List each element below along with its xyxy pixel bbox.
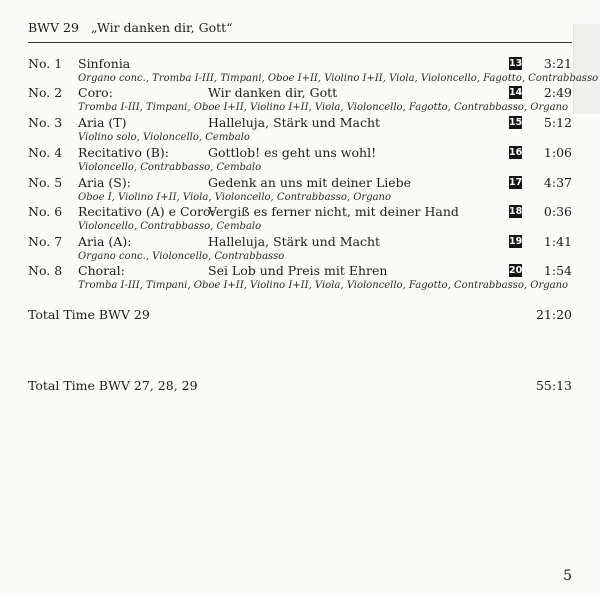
- total-time-bwv29: [28, 307, 572, 322]
- cantata-header: [28, 20, 572, 38]
- movement-title: Wir danken dir, Gott: [208, 85, 338, 100]
- movement-number: No. 4: [28, 145, 63, 160]
- page-number: 5: [563, 568, 572, 584]
- duration: 5:12: [543, 115, 572, 130]
- cantata-title: „Wir danken dir, Gott“: [90, 20, 233, 35]
- movement-type: Recitativo (A) e Coro:: [78, 204, 215, 219]
- bwv-number: BWV 29: [28, 20, 79, 35]
- cd-track-number: 13: [509, 58, 523, 69]
- total-time-label: Total Time BWV 27, 28, 29: [28, 378, 198, 393]
- track-row: [28, 85, 572, 119]
- cd-track-number: 16: [509, 147, 523, 158]
- movement-title: Halleluja, Stärk und Macht: [208, 115, 381, 130]
- movement-number: No. 6: [28, 204, 63, 219]
- cd-track-number: 15: [509, 117, 523, 128]
- total-time-value: 21:20: [535, 307, 572, 322]
- track-row: [28, 204, 572, 238]
- instrumentation: Oboe I, Violino I+II, Viola, Violoncello, Contrabbasso, Organo: [78, 192, 391, 203]
- movement-type: Aria (A):: [78, 234, 132, 249]
- cd-track-number: 18: [509, 206, 523, 217]
- duration: 2:49: [543, 85, 572, 100]
- duration: 3:21: [543, 56, 572, 71]
- header-rule: [28, 42, 572, 43]
- movement-type: Choral:: [78, 263, 125, 278]
- instrumentation: Organo conc., Violoncello, Contrabbasso: [78, 251, 285, 262]
- movement-type: Coro:: [78, 85, 113, 100]
- total-time-all: [28, 378, 572, 393]
- instrumentation: Violino solo, Violoncello, Cembalo: [78, 132, 250, 143]
- duration: 1:06: [543, 145, 572, 160]
- movement-type: Aria (T): [78, 115, 127, 130]
- cd-track-number: 20: [509, 265, 523, 276]
- movement-type: Aria (S):: [78, 175, 131, 190]
- total-time-value: 55:13: [535, 378, 572, 393]
- movement-title: Halleluja, Stärk und Macht: [208, 234, 381, 249]
- movement-title: Gottlob! es geht uns wohl!: [208, 145, 377, 160]
- track-row: [28, 115, 572, 149]
- movement-number: No. 8: [28, 263, 63, 278]
- instrumentation: Tromba I-III, Timpani, Oboe I+II, Violino I+II, Viola, Violoncello, Fagotto, Contrabbasso, Organo: [78, 280, 569, 291]
- cd-track-number: 19: [509, 236, 523, 247]
- duration: 1:54: [543, 263, 572, 278]
- duration: 0:36: [543, 204, 572, 219]
- instrumentation: Violoncello, Contrabbasso, Cembalo: [78, 221, 262, 232]
- movement-number: No. 1: [28, 56, 63, 71]
- duration: 1:41: [543, 234, 572, 249]
- movement-number: No. 3: [28, 115, 63, 130]
- movement-number: No. 2: [28, 85, 63, 100]
- instrumentation: Organo conc., Tromba I-III, Timpani, Oboe I+II, Violino I+II, Viola, Violoncello, Fagotto, Contrabbasso: [78, 73, 599, 84]
- movement-type: Sinfonia: [78, 56, 131, 71]
- track-row: [28, 145, 572, 179]
- movement-title: Gedenk an uns mit deiner Liebe: [208, 175, 412, 190]
- movement-number: No. 5: [28, 175, 63, 190]
- instrumentation: Tromba I-III, Timpani, Oboe I+II, Violino I+II, Viola, Violoncello, Fagotto, Contrabbasso, Organo: [78, 102, 569, 113]
- page-edge-tab: [573, 24, 600, 114]
- cd-track-number: 14: [509, 87, 523, 98]
- movement-type: Recitativo (B):: [78, 145, 170, 160]
- movement-number: No. 7: [28, 234, 63, 249]
- total-time-label: Total Time BWV 29: [28, 307, 150, 322]
- track-row: [28, 263, 572, 297]
- movement-title: Sei Lob und Preis mit Ehren: [208, 263, 388, 278]
- cd-track-number: 17: [509, 177, 523, 188]
- movement-title: Vergiß es ferner nicht, mit deiner Hand: [208, 204, 459, 219]
- instrumentation: Violoncello, Contrabbasso, Cembalo: [78, 162, 262, 173]
- duration: 4:37: [543, 175, 572, 190]
